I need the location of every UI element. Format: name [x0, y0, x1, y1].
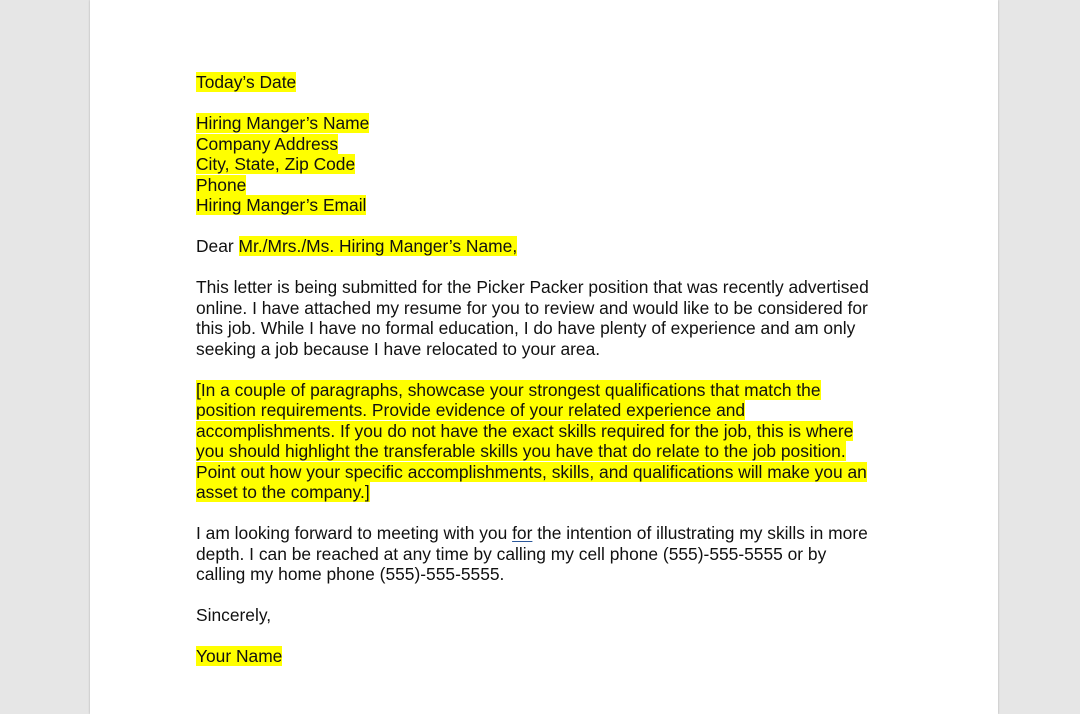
paragraph-line[interactable]: position requirements. Provide evidence of your related experience and — [196, 400, 746, 420]
recipient-block — [196, 113, 896, 216]
date-block — [196, 72, 896, 93]
paragraph-line[interactable]: you should highlight the transferable skills you have that do relate to the job position. — [196, 441, 846, 461]
paragraph-line[interactable]: Point out how your specific accomplishments, skills, and qualifications will make you an — [196, 461, 867, 482]
salutation-name[interactable]: Mr./Mrs./Ms. Hiring Manger’s Name, — [238, 236, 518, 256]
qualifications-placeholder-paragraph — [196, 380, 896, 503]
paragraph-line[interactable]: seeking a job because I have relocated to your area. — [196, 338, 601, 359]
salutation-prefix[interactable]: Dear — [196, 236, 239, 256]
document-page — [90, 0, 998, 714]
intro-paragraph — [196, 277, 896, 359]
signature-placeholder[interactable]: Your Name — [196, 646, 283, 666]
paragraph-line — [196, 523, 896, 544]
closing — [196, 605, 896, 626]
signature-block — [196, 646, 896, 667]
paragraph-line[interactable]: calling my home phone (555)-555-5555. — [196, 564, 505, 584]
closing-text[interactable]: Sincerely, — [196, 605, 272, 625]
letter-body — [196, 72, 896, 687]
recipient-name[interactable]: Hiring Manger’s Name — [196, 113, 370, 133]
salutation — [196, 236, 896, 257]
paragraph-line[interactable]: depth. I can be reached at any time by calling my cell phone (555)-555-5555 or by — [196, 543, 827, 564]
text-run[interactable]: I am looking forward to meeting with you — [196, 523, 513, 543]
date-placeholder[interactable]: Today’s Date — [196, 72, 297, 92]
paragraph-line[interactable]: accomplishments. If you do not have the exact skills required for the job, this is where — [196, 420, 854, 441]
paragraph-line[interactable]: This letter is being submitted for the Picker Packer position that was recently advertised — [196, 277, 869, 297]
grammar-flagged-word[interactable]: for — [512, 523, 533, 543]
paragraph-line[interactable]: this job. While I have no formal education, I do have plenty of experience and am only — [196, 318, 856, 338]
recipient-city-state-zip[interactable]: City, State, Zip Code — [196, 154, 356, 174]
paragraph-line[interactable]: online. I have attached my resume for you to review and would like to be considered for — [196, 297, 868, 318]
text-run[interactable]: the intention of illustrating my skills in more — [532, 523, 868, 543]
contact-paragraph — [196, 523, 896, 585]
recipient-email[interactable]: Hiring Manger’s Email — [196, 195, 367, 215]
recipient-address[interactable]: Company Address — [196, 133, 339, 154]
paragraph-line[interactable]: [In a couple of paragraphs, showcase your strongest qualifications that match the — [196, 379, 821, 400]
paragraph-line[interactable]: asset to the company.] — [196, 482, 370, 502]
recipient-phone[interactable]: Phone — [196, 174, 247, 195]
